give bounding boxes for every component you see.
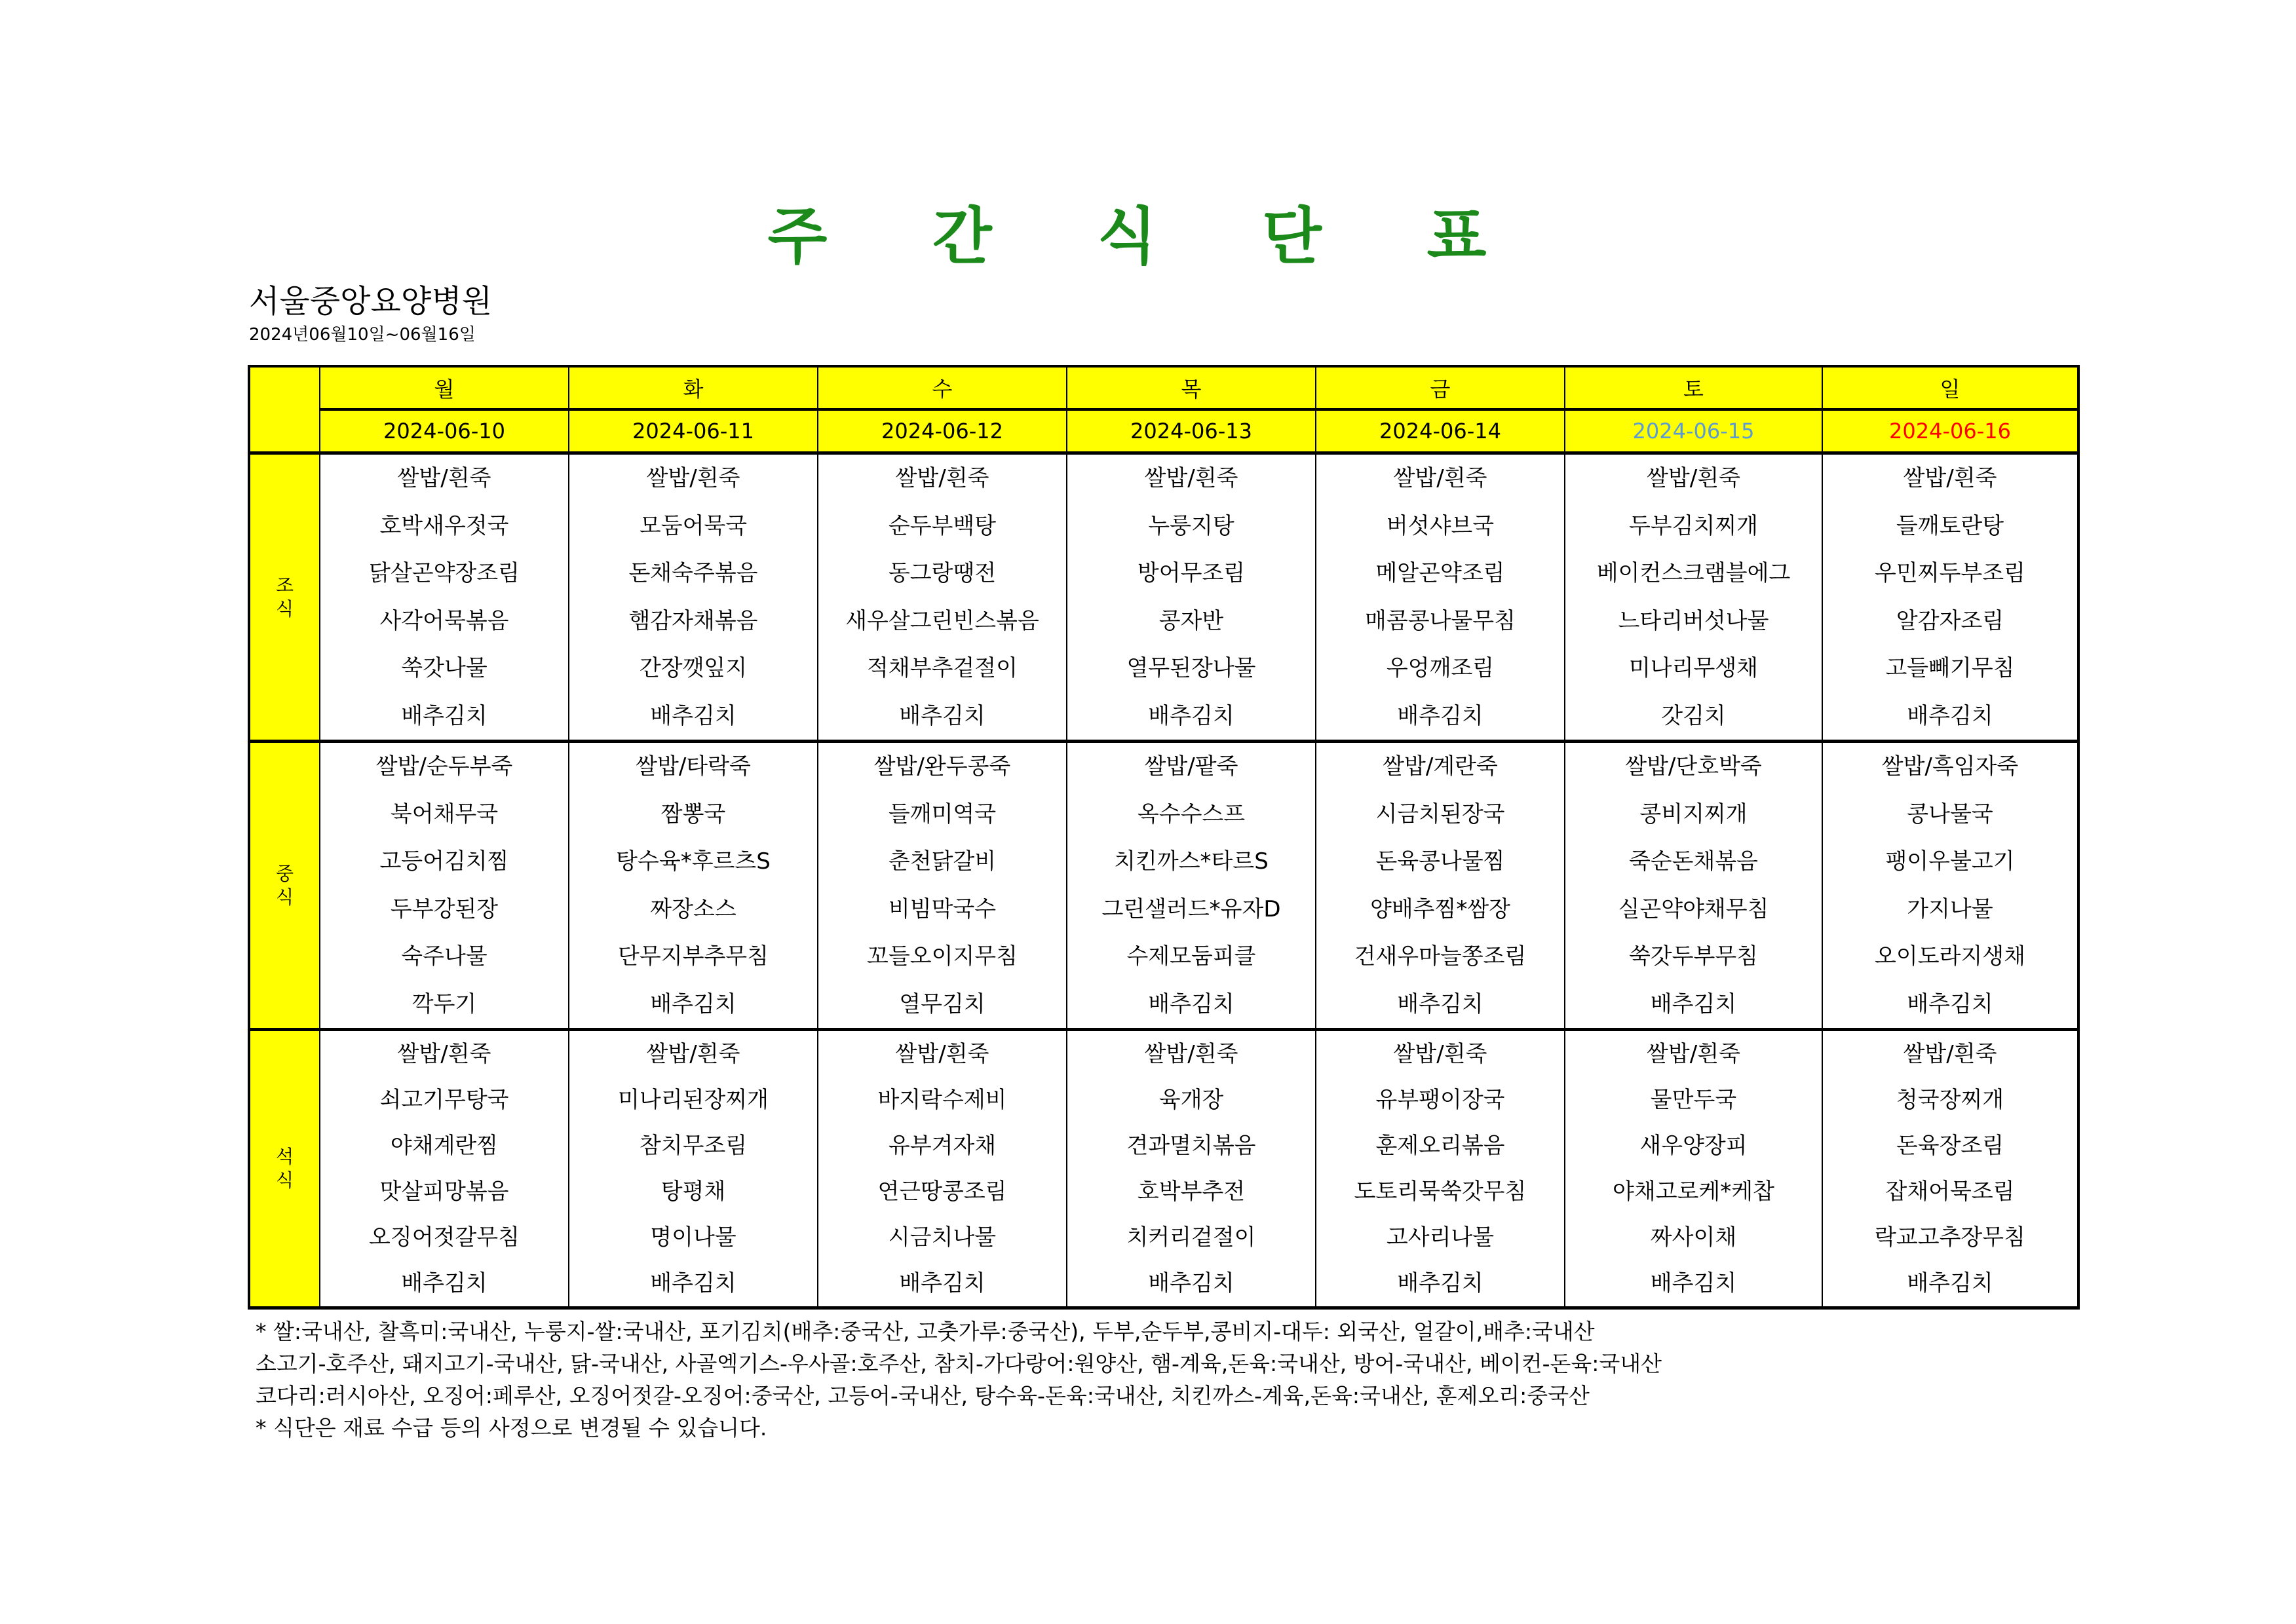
menu-cell bbox=[1067, 453, 1316, 742]
menu-item: 탕평채 bbox=[660, 1179, 726, 1205]
menu-item: 배추김치 bbox=[1148, 702, 1234, 729]
menu-cell bbox=[818, 453, 1067, 742]
note-line: * 쌀:국내산, 찰흑미:국내산, 누룽지-쌀:국내산, 포기김치(배추:중국산, 고춧가루:중국산), 두부,순두부,콩비지-대두: 외국산, 얼갈이,배추:국내산 bbox=[256, 1319, 1595, 1344]
menu-item: 간장깻잎지 bbox=[639, 655, 748, 681]
menu-cell bbox=[1316, 742, 1565, 1030]
date-header-row bbox=[249, 409, 2078, 453]
menu-item: 쌀밥/흰죽 bbox=[895, 465, 989, 491]
date-sat: 2024-06-15 bbox=[1565, 409, 1822, 453]
meal-row-breakfast bbox=[249, 453, 2078, 742]
menu-item: 잡채어묵조림 bbox=[1885, 1179, 2015, 1205]
day-header-thu: 목 bbox=[1067, 366, 1316, 409]
page-title: 주 간 식 단 표 bbox=[767, 201, 1529, 273]
menu-item: 고들빼기무침 bbox=[1885, 655, 2015, 681]
menu-item: 고사리나물 bbox=[1386, 1224, 1495, 1251]
menu-item: 쌀밥/흰죽 bbox=[1393, 465, 1487, 491]
menu-item: 쌀밥/흑임자죽 bbox=[1881, 753, 2019, 780]
menu-item: 돈육장조림 bbox=[1896, 1133, 2004, 1159]
menu-item: 깍두기 bbox=[411, 991, 477, 1017]
day-header-sun: 일 bbox=[1822, 366, 2078, 409]
menu-item: 건새우마늘쫑조림 bbox=[1354, 943, 1527, 970]
menu-item: 시금치된장국 bbox=[1375, 801, 1505, 827]
menu-item: 오징어젓갈무침 bbox=[369, 1224, 520, 1251]
meal-row-lunch bbox=[249, 742, 2078, 1030]
meal-label-dinner bbox=[249, 1030, 320, 1308]
meal-label-text: 조식 bbox=[275, 574, 294, 620]
menu-item: 숙주나물 bbox=[401, 943, 488, 970]
menu-item: 쌀밥/흰죽 bbox=[1393, 1041, 1487, 1067]
menu-cell bbox=[569, 1030, 818, 1308]
day-header-fri: 금 bbox=[1316, 366, 1565, 409]
menu-item: 순두부백탕 bbox=[888, 512, 997, 539]
note-line: 코다리:러시아산, 오징어:페루산, 오징어젓갈-오징어:중국산, 고등어-국내산, 탕수육-돈육:국내산, 치킨까스-계육,돈육:국내산, 훈제오리:중국산 bbox=[256, 1383, 1590, 1408]
menu-item: 견과멸치볶음 bbox=[1126, 1133, 1256, 1159]
menu-item: 쌀밥/흰죽 bbox=[1144, 1041, 1238, 1067]
menu-item: 배추김치 bbox=[1148, 991, 1234, 1017]
menu-item: 미나리된장찌개 bbox=[618, 1087, 769, 1113]
menu-item: 배추김치 bbox=[401, 702, 488, 729]
menu-item: 죽순돈채볶음 bbox=[1628, 848, 1759, 875]
menu-cell bbox=[320, 1030, 569, 1308]
day-header-sat: 토 bbox=[1565, 366, 1822, 409]
menu-item: 유부팽이장국 bbox=[1375, 1087, 1505, 1113]
corner-cell bbox=[249, 366, 320, 453]
menu-item: 적채부추겉절이 bbox=[867, 655, 1018, 681]
menu-item: 락교고추장무침 bbox=[1875, 1224, 2025, 1251]
date-mon: 2024-06-10 bbox=[320, 409, 569, 453]
menu-item: 쌀밥/단호박죽 bbox=[1625, 753, 1762, 780]
menu-item: 배추김치 bbox=[1397, 702, 1483, 729]
menu-cell bbox=[1822, 1030, 2078, 1308]
menu-item: 동그랑땡전 bbox=[888, 560, 997, 586]
menu-item: 닭살곤약장조림 bbox=[369, 560, 520, 586]
menu-item: 배추김치 bbox=[1907, 702, 1993, 729]
menu-item: 수제모둠피클 bbox=[1126, 943, 1256, 970]
menu-item: 쌀밥/흰죽 bbox=[1647, 1041, 1740, 1067]
day-header-row bbox=[249, 366, 2078, 409]
menu-item: 단무지부추무침 bbox=[618, 943, 769, 970]
day-header-tue: 화 bbox=[569, 366, 818, 409]
meal-label-breakfast bbox=[249, 453, 320, 742]
menu-item: 우민찌두부조림 bbox=[1875, 560, 2025, 586]
menu-item: 배추김치 bbox=[650, 702, 737, 729]
menu-cell bbox=[1565, 453, 1822, 742]
menu-item: 고등어김치찜 bbox=[379, 848, 509, 875]
menu-item: 배추김치 bbox=[1148, 1270, 1234, 1296]
menu-item: 쌀밥/흰죽 bbox=[895, 1041, 989, 1067]
menu-item: 느타리버섯나물 bbox=[1618, 607, 1769, 634]
menu-cell bbox=[569, 453, 818, 742]
menu-item: 쌀밥/흰죽 bbox=[1647, 465, 1740, 491]
menu-item: 쌀밥/순두부죽 bbox=[375, 753, 513, 780]
menu-item: 배추김치 bbox=[1397, 991, 1483, 1017]
menu-item: 육개장 bbox=[1158, 1087, 1224, 1113]
menu-item: 배추김치 bbox=[1397, 1270, 1483, 1296]
menu-item: 그린샐러드*유자D bbox=[1101, 896, 1281, 922]
menu-item: 배추김치 bbox=[650, 991, 737, 1017]
menu-item: 열무된장나물 bbox=[1126, 655, 1256, 681]
menu-item: 맛살피망볶음 bbox=[379, 1179, 509, 1205]
menu-item: 배추김치 bbox=[1907, 1270, 1993, 1296]
menu-item: 새우양장피 bbox=[1639, 1133, 1748, 1159]
menu-item: 배추김치 bbox=[899, 1270, 985, 1296]
menu-item: 콩비지찌개 bbox=[1639, 801, 1748, 827]
menu-cell bbox=[1822, 453, 2078, 742]
menu-item: 햄감자채볶음 bbox=[628, 607, 758, 634]
menu-item: 명이나물 bbox=[650, 1224, 737, 1251]
menu-item: 도토리묵쑥갓무침 bbox=[1354, 1179, 1527, 1205]
menu-item: 쑥갓두부무침 bbox=[1628, 943, 1759, 970]
menu-item: 꼬들오이지무침 bbox=[867, 943, 1018, 970]
menu-item: 북어채무국 bbox=[390, 801, 499, 827]
menu-item: 미나리무생채 bbox=[1628, 655, 1759, 681]
menu-item: 실곤약야채무침 bbox=[1618, 896, 1769, 922]
menu-item: 가지나물 bbox=[1907, 896, 1993, 922]
note-line: * 식단은 재료 수급 등의 사정으로 변경될 수 있습니다. bbox=[256, 1415, 767, 1441]
menu-item: 쌀밥/흰죽 bbox=[646, 465, 740, 491]
menu-item: 야채계란찜 bbox=[390, 1133, 499, 1159]
menu-cell bbox=[320, 742, 569, 1030]
menu-item: 훈제오리볶음 bbox=[1375, 1133, 1505, 1159]
menu-item: 배추김치 bbox=[1907, 991, 1993, 1017]
menu-item: 배추김치 bbox=[401, 1270, 488, 1296]
menu-item: 시금치나물 bbox=[888, 1224, 997, 1251]
menu-item: 비빔막국수 bbox=[888, 896, 997, 922]
menu-item: 춘천닭갈비 bbox=[888, 848, 997, 875]
menu-item: 옥수수스프 bbox=[1137, 801, 1246, 827]
menu-item: 두부김치찌개 bbox=[1628, 512, 1759, 539]
meal-label-text: 석식 bbox=[275, 1146, 294, 1191]
menu-item: 치킨까스*타르S bbox=[1114, 848, 1269, 875]
menu-item: 청국장찌개 bbox=[1896, 1087, 2004, 1113]
menu-item: 두부강된장 bbox=[390, 896, 499, 922]
menu-item: 야채고로케*케찹 bbox=[1613, 1179, 1774, 1205]
menu-item: 팽이우불고기 bbox=[1885, 848, 2015, 875]
menu-cell bbox=[1067, 742, 1316, 1030]
date-thu: 2024-06-13 bbox=[1067, 409, 1316, 453]
menu-item: 연근땅콩조림 bbox=[877, 1179, 1007, 1205]
menu-cell bbox=[1565, 742, 1822, 1030]
menu-item: 메알곤약조림 bbox=[1375, 560, 1505, 586]
menu-item: 오이도라지생채 bbox=[1875, 943, 2025, 970]
meal-label-text: 중식 bbox=[275, 862, 294, 908]
menu-item: 짬뽕국 bbox=[660, 801, 726, 827]
menu-period: 2024년06월10일~06월16일 bbox=[249, 325, 476, 345]
note-line: 소고기-호주산, 돼지고기-국내산, 닭-국내산, 사골엑기스-우사골:호주산, 참치-가다랑어:원양산, 햄-계육,돈육:국내산, 방어-국내산, 베이컨-돈육:국내산 bbox=[256, 1351, 1662, 1376]
menu-item: 버섯샤브국 bbox=[1386, 512, 1495, 539]
menu-cell bbox=[1316, 1030, 1565, 1308]
menu-item: 우엉깨조림 bbox=[1386, 655, 1495, 681]
menu-item: 양배추찜*쌈장 bbox=[1369, 896, 1511, 922]
menu-item: 쌀밥/흰죽 bbox=[397, 1041, 491, 1067]
menu-item: 탕수육*후르츠S bbox=[616, 848, 771, 875]
menu-cell bbox=[320, 453, 569, 742]
date-wed: 2024-06-12 bbox=[818, 409, 1067, 453]
menu-item: 쑥갓나물 bbox=[401, 655, 488, 681]
menu-item: 배추김치 bbox=[1650, 991, 1737, 1017]
menu-item: 방어무조림 bbox=[1137, 560, 1246, 586]
menu-item: 쌀밥/완두콩죽 bbox=[873, 753, 1011, 780]
day-header-mon: 월 bbox=[320, 366, 569, 409]
menu-item: 쌀밥/흰죽 bbox=[1144, 465, 1238, 491]
date-tue: 2024-06-11 bbox=[569, 409, 818, 453]
menu-cell bbox=[569, 742, 818, 1030]
menu-cell bbox=[818, 742, 1067, 1030]
menu-item: 돈육콩나물찜 bbox=[1375, 848, 1505, 875]
menu-item: 바지락수제비 bbox=[877, 1087, 1007, 1113]
menu-item: 물만두국 bbox=[1650, 1087, 1737, 1113]
menu-item: 모둠어묵국 bbox=[639, 512, 748, 539]
menu-item: 쌀밥/흰죽 bbox=[1903, 1041, 1997, 1067]
meal-row-dinner bbox=[249, 1030, 2078, 1308]
menu-item: 쌀밥/계란죽 bbox=[1383, 753, 1498, 780]
menu-item: 매콤콩나물무침 bbox=[1365, 607, 1516, 634]
menu-cell bbox=[1565, 1030, 1822, 1308]
menu-item: 배추김치 bbox=[1650, 1270, 1737, 1296]
menu-item: 베이컨스크램블에그 bbox=[1596, 560, 1791, 586]
day-header-wed: 수 bbox=[818, 366, 1067, 409]
menu-item: 열무김치 bbox=[899, 991, 985, 1017]
menu-item: 들깨토란탕 bbox=[1896, 512, 2004, 539]
menu-cell bbox=[1822, 742, 2078, 1030]
menu-item: 치커리겉절이 bbox=[1126, 1224, 1256, 1251]
menu-item: 들깨미역국 bbox=[888, 801, 997, 827]
menu-item: 쌀밥/흰죽 bbox=[1903, 465, 1997, 491]
menu-item: 새우살그린빈스볶음 bbox=[845, 607, 1039, 634]
menu-item: 쌀밥/팥죽 bbox=[1144, 753, 1238, 780]
menu-item: 콩나물국 bbox=[1907, 801, 1993, 827]
menu-item: 유부겨자채 bbox=[888, 1133, 997, 1159]
menu-item: 참치무조림 bbox=[639, 1133, 748, 1159]
menu-item: 갓김치 bbox=[1661, 702, 1726, 729]
date-sun: 2024-06-16 bbox=[1822, 409, 2078, 453]
menu-item: 짜장소스 bbox=[650, 896, 737, 922]
menu-item: 쌀밥/흰죽 bbox=[397, 465, 491, 491]
organization-name: 서울중앙요양병원 bbox=[249, 283, 492, 320]
menu-item: 쇠고기무탕국 bbox=[379, 1087, 509, 1113]
weekly-menu-table bbox=[248, 365, 2080, 1310]
menu-item: 배추김치 bbox=[899, 702, 985, 729]
menu-item: 호박새우젓국 bbox=[379, 512, 509, 539]
menu-item: 돈채숙주볶음 bbox=[628, 560, 758, 586]
menu-item: 쌀밥/타락죽 bbox=[636, 753, 751, 780]
menu-item: 알감자조림 bbox=[1896, 607, 2004, 634]
menu-item: 쌀밥/흰죽 bbox=[646, 1041, 740, 1067]
menu-item: 누룽지탕 bbox=[1148, 512, 1234, 539]
menu-cell bbox=[818, 1030, 1067, 1308]
menu-item: 사각어묵볶음 bbox=[379, 607, 509, 634]
menu-item: 콩자반 bbox=[1158, 607, 1224, 634]
menu-item: 배추김치 bbox=[650, 1270, 737, 1296]
date-fri: 2024-06-14 bbox=[1316, 409, 1565, 453]
meal-label-lunch bbox=[249, 742, 320, 1030]
menu-cell bbox=[1067, 1030, 1316, 1308]
menu-item: 호박부추전 bbox=[1137, 1179, 1246, 1205]
origin-notes bbox=[256, 1315, 1662, 1444]
menu-item: 짜사이채 bbox=[1650, 1224, 1737, 1251]
menu-cell bbox=[1316, 453, 1565, 742]
